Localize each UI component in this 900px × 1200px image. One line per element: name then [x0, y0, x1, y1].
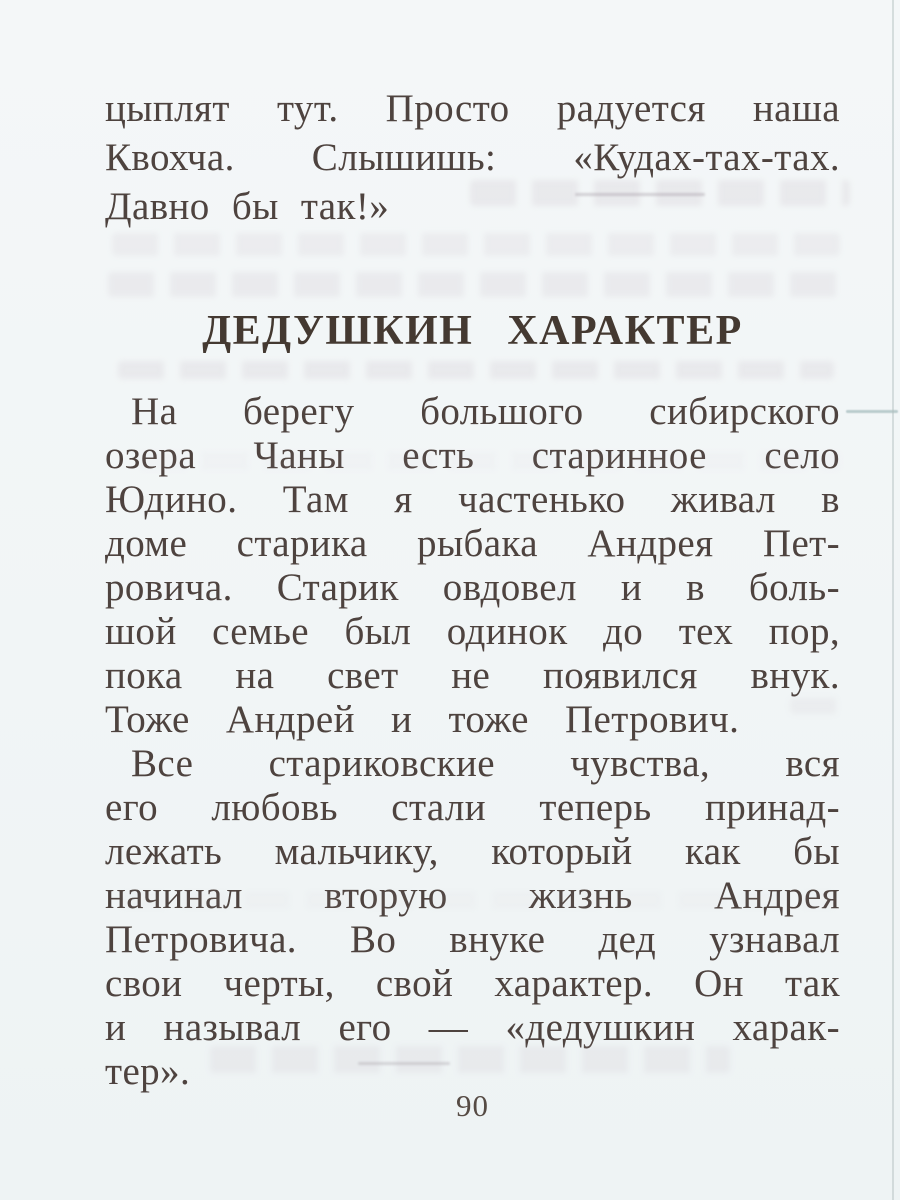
text-line: тер». — [105, 1050, 191, 1093]
bleed-through-artifact — [118, 361, 834, 379]
text-line: ровича. Старик овдовел и в боль- — [105, 566, 840, 609]
text-line: озера Чаны есть старинное село — [105, 434, 840, 477]
text-line: доме старика рыбака Андрея Пет- — [105, 522, 840, 565]
text-line: лежать мальчику, который как бы — [105, 830, 840, 873]
text-line: Юдино. Там я частенько живал в — [105, 478, 840, 521]
story-body — [105, 390, 840, 1094]
text-line: Все стариковские чувства, вся — [131, 742, 840, 785]
text-line: Петровича. Во внуке дед узнавал — [105, 918, 840, 961]
text-line: Квохча. Слышишь: «Кудах-тах-тах. — [105, 136, 840, 179]
text-line: и называл его — «дедушкин харак- — [105, 1006, 840, 1049]
chapter-heading: ДЕДУШКИН ХАРАКТЕР — [202, 308, 743, 354]
page-number: 90 — [456, 1088, 489, 1123]
text-line: Давно бы так!» — [105, 185, 390, 228]
bleed-through-artifact — [108, 272, 843, 297]
text-line: цыплят тут. Просто радуется наша — [105, 87, 840, 130]
text-line: пока на свет не появился внук. — [105, 654, 840, 697]
text-line: свои черты, свой характер. Он так — [105, 962, 840, 1005]
bleed-through-artifact — [112, 233, 840, 256]
scan-smudge-line — [846, 410, 898, 413]
previous-story-ending — [105, 84, 840, 231]
page-edge-crease — [892, 0, 894, 1200]
text-line: На берегу большого сибирского — [131, 390, 840, 433]
text-line: Тоже Андрей и тоже Петрович. — [105, 698, 740, 741]
text-line: его любовь стали теперь принад- — [105, 786, 840, 829]
text-line: шой семье был одинок до тех пор, — [105, 610, 840, 653]
text-line: начинал вторую жизнь Андрея — [105, 874, 840, 917]
